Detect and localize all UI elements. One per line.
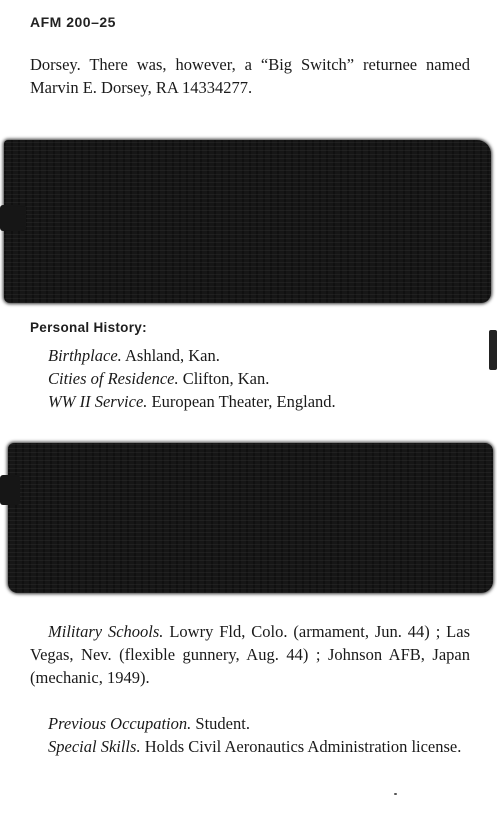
entry-cities-label: Cities of Residence. <box>48 369 179 388</box>
entry-birthplace <box>30 344 470 367</box>
redaction-block-top <box>4 140 491 303</box>
entry-cities-of-residence <box>30 367 470 390</box>
entry-special-skills-label: Special Skills. <box>48 737 141 756</box>
redaction-block-top-tail <box>0 205 26 231</box>
redaction-block-middle <box>8 443 493 593</box>
entry-previous-occupation-label: Previous Occupation. <box>48 714 192 733</box>
entry-military-schools-label: Military Schools. <box>48 622 164 641</box>
page-edge-mark <box>489 330 497 370</box>
entry-birthplace-label: Birthplace. <box>48 346 122 365</box>
entry-military-schools <box>30 620 470 689</box>
entry-ww2-label: WW II Service. <box>48 392 148 411</box>
entry-military-schools-value: Lowry Fld, Colo. (armament, Jun. 44) ; Las Vegas, Nev. (flexible gunnery, Aug. 44) ; Johnson AFB, Japan (mechanic, 1949). <box>30 622 471 687</box>
redaction-block-middle-tail <box>0 475 20 505</box>
entry-ww2-value: European Theater, England. <box>151 392 336 411</box>
entry-special-skills-value: Holds Civil Aeronautics Administration license. <box>144 737 462 756</box>
entry-special-skills <box>30 735 470 758</box>
intro-paragraph: Dorsey. There was, however, a “Big Switch” returnee named Marvin E. Dorsey, RA 14334277. <box>30 55 470 97</box>
entry-ww2-service <box>30 390 470 413</box>
entry-previous-occupation-value: Student. <box>195 714 250 733</box>
entry-cities-value: Clifton, Kan. <box>182 369 270 388</box>
entry-previous-occupation <box>30 712 470 735</box>
document-header-code: AFM 200–25 <box>30 14 116 30</box>
section-heading-personal-history: Personal History: <box>30 320 147 335</box>
ink-speck <box>394 793 397 795</box>
entry-birthplace-value: Ashland, Kan. <box>125 346 220 365</box>
